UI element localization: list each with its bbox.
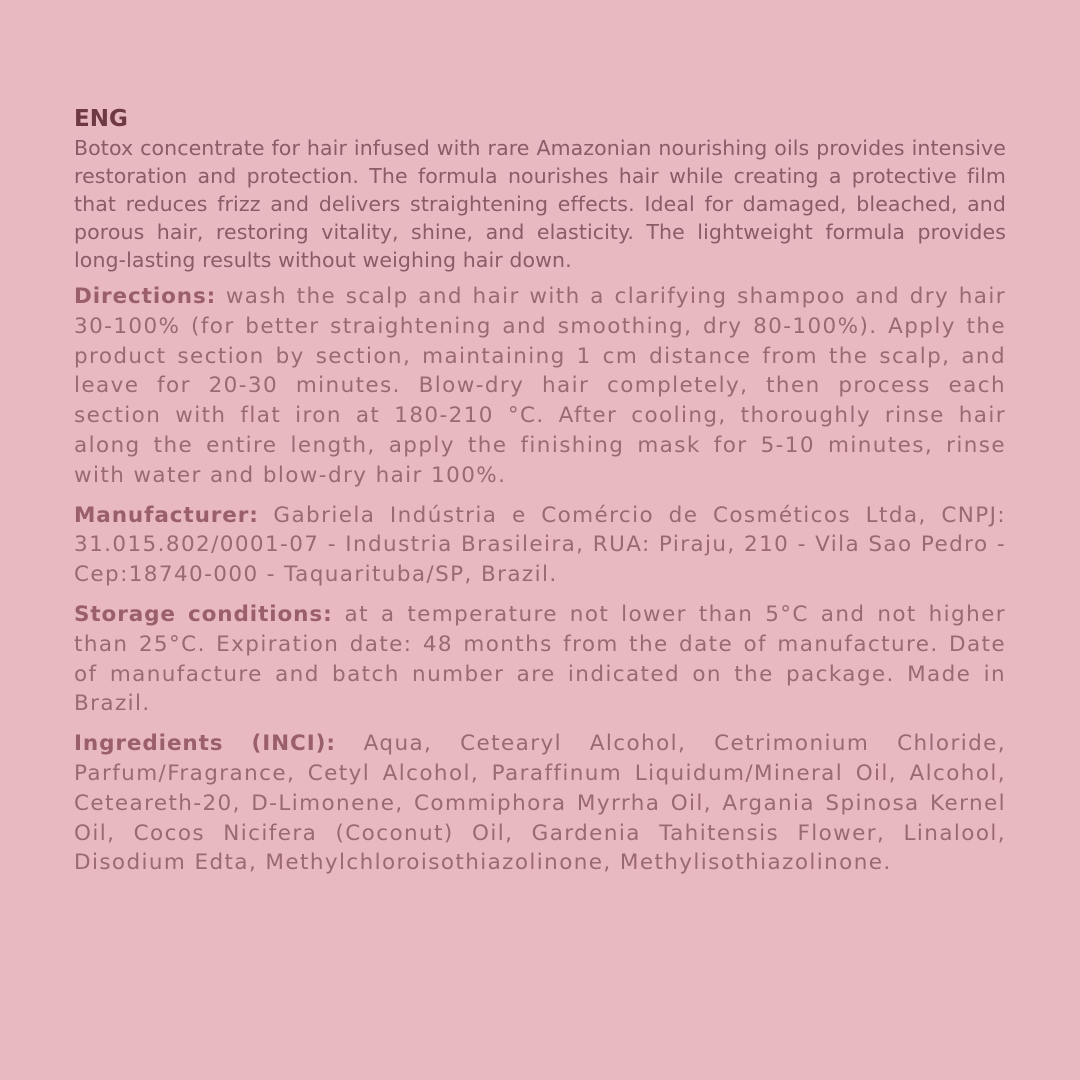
ingredients-label: Ingredients (INCI): [74, 731, 336, 757]
storage-section [74, 600, 1006, 719]
language-heading: ENG [74, 106, 128, 132]
directions-text: wash the scalp and hair with a clarifying shampoo and dry hair 30-100% (for better straightening and smoothing, dry 80-100%). Apply the product section by section, maintaining 1 cm distance from the scalp, and leave for 20-30 minutes. Blow-dry hair completely, then process each section with flat iron at 180-210 °C. After cooling, thoroughly rinse hair along the entire length, apply the finishing mask for 5-10 minutes, rinse with water and blow-dry hair 100%. [74, 284, 1006, 488]
ingredients-text: Aqua, Cetearyl Alcohol, Cetrimonium Chloride, Parfum/Fragrance, Cetyl Alcohol, Paraffinum Liquidum/Mineral Oil, Alcohol, Ceteareth-20, D-Limonene, Commiphora Myrrha Oil, Argania Spinosa Kernel Oil, Cocos Nicifera (Coconut) Oil, Gardenia Tahitensis Flower, Linalool, Disodium Edta, Methylchloroisothiazolinone, Methylisothiazolinone. [74, 731, 1006, 876]
manufacturer-text: Gabriela Indústria e Comércio de Cosméticos Ltda, CNPJ: 31.015.802/0001-07 - Industria Brasileira, RUA: Piraju, 210 - Vila Sao Pedro - Cep:18740-000 - Taquarituba/SP, Brazil. [74, 502, 1006, 588]
storage-text: at a temperature not lower than 5°C and not higher than 25°C. Expiration date: 48 months from the date of manufacture. Date of manufacture and batch number are indicated on the package. Made in Brazil. [74, 601, 1006, 717]
directions-label: Directions: [74, 284, 217, 309]
directions-section [74, 282, 1006, 491]
ingredients-section [74, 729, 1006, 878]
product-info-text [74, 104, 1006, 888]
product-description: Botox concentrate for hair infused with rare Amazonian nourishing oils provides intensive restoration and protection. The formula nourishes hair while creating a protective film that reduces frizz and delivers straightening effects. Ideal for damaged, bleached, and porous hair, restoring vitality, shine, and elasticity. The lightweight formula provides long-lasting results without weighing hair down. [74, 136, 1006, 272]
storage-label: Storage conditions: [74, 601, 333, 627]
manufacturer-section [74, 501, 1006, 590]
manufacturer-label: Manufacturer: [74, 502, 259, 528]
